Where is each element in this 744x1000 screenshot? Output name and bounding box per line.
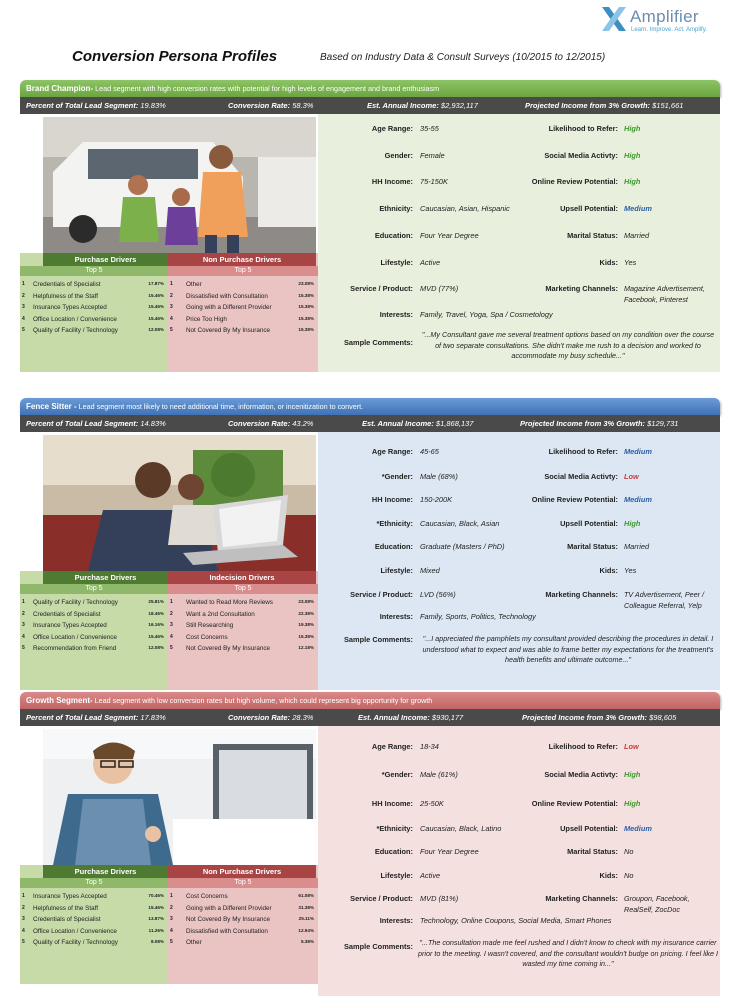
lifestyle-value: Mixed — [420, 566, 440, 575]
stat-projected: Projected Income from 3% Growth: $151,661 — [525, 101, 684, 110]
purchase-top5-label: Top 5 — [20, 584, 168, 594]
hh-income-value: 25-50K — [420, 799, 444, 808]
list-item: 4 Cost Concerns 15.38% — [170, 633, 314, 641]
social-value: Low — [624, 472, 639, 481]
non-purchase-drivers-list — [168, 893, 318, 951]
list-item: 1 Insurance Types Accepted 70.46% — [22, 893, 164, 900]
sample-comment: "...The consultation made me feel rushed and I didn't know to check with my insurance carrier prior to the meeting. I wasn't covered, and the consultant wouldn't budge on pricing. I feel like I wasted my time coming in..." — [418, 938, 719, 968]
lifestyle-label: Lifestyle: — [380, 258, 413, 267]
list-item: 1 Other 23.08% — [170, 281, 314, 288]
review-label: Online Review Potential: — [531, 495, 618, 504]
interests-label: Interests: — [379, 916, 413, 925]
marital-label: Marital Status: — [567, 847, 618, 856]
marital-value: Married — [624, 542, 650, 551]
hh-income-label: HH Income: — [371, 177, 413, 186]
purchase-top5-label: Top 5 — [20, 878, 168, 888]
stat-conversion: Conversion Rate: 43.2% — [228, 419, 314, 428]
upsell-value: High — [624, 519, 641, 528]
ethnicity-label: *Ethnicity: — [376, 519, 413, 528]
persona-name: Fence Sitter - — [26, 402, 77, 411]
amplifier-logo — [600, 5, 740, 39]
list-item: 2 Credentials of Specialist 18.46% — [22, 610, 164, 618]
kids-label: Kids: — [599, 258, 618, 267]
social-label: Social Media Activty: — [544, 151, 618, 160]
list-item: 5 Quality of Facility / Technology 12.08% — [22, 327, 164, 334]
marital-label: Marital Status: — [567, 542, 618, 551]
upsell-value: Medium — [624, 204, 652, 213]
upsell-label: Upsell Potential: — [560, 204, 618, 213]
list-item: 4 Price Too High 15.38% — [170, 315, 314, 323]
list-item: 3 Insurance Types Accepted 15.46% — [22, 304, 164, 311]
stat-pct-lead: Percent of Total Lead Segment: 19.83% — [26, 101, 166, 110]
lifestyle-value: Active — [420, 871, 441, 880]
age-label: Age Range: — [371, 447, 413, 456]
education-value: Four Year Degree — [420, 231, 479, 240]
persona-name: Growth Segment- — [26, 696, 93, 705]
hh-income-label: HH Income: — [371, 495, 413, 504]
persona-banner — [20, 692, 720, 709]
kids-label: Kids: — [599, 566, 618, 575]
persona-photo-young-man-computer — [43, 729, 316, 865]
stat-income: Est. Annual Income: $930,177 — [358, 713, 464, 722]
comments-label: Sample Comments: — [344, 635, 413, 644]
interests-label: Interests: — [379, 310, 413, 319]
list-item: 4 Office Location / Convenience 15.46% — [22, 315, 164, 323]
indecision-drivers-list — [168, 599, 318, 657]
age-label: Age Range: — [371, 742, 413, 751]
non-purchase-top5-label: Top 5 — [168, 266, 318, 276]
purchase-drivers-list — [20, 893, 168, 951]
marital-label: Marital Status: — [567, 231, 618, 240]
review-value: High — [624, 799, 641, 808]
lifestyle-value: Active — [420, 258, 441, 267]
ethnicity-label: *Ethnicity: — [376, 824, 413, 833]
marital-value: Married — [624, 231, 650, 240]
non-purchase-drivers-header: Non Purchase Drivers — [168, 253, 316, 266]
age-value: 35-55 — [420, 124, 439, 133]
service-value: MVD (81%) — [420, 894, 459, 903]
list-item: 3 Credentials of Specialist 13.87% — [22, 916, 164, 923]
refer-value: Medium — [624, 447, 652, 456]
stat-pct-lead: Percent of Total Lead Segment: 17.83% — [26, 713, 166, 722]
stat-income: Est. Annual Income: $2,932,117 — [367, 101, 478, 110]
review-value: High — [624, 177, 641, 186]
purchase-drivers-header: Purchase Drivers — [43, 571, 168, 584]
list-item: 2 Dissatisfied with Consultation 15.38% — [170, 292, 314, 300]
hh-income-label: HH Income: — [371, 799, 413, 808]
social-label: Social Media Activty: — [544, 472, 618, 481]
review-label: Online Review Potential: — [531, 177, 618, 186]
review-label: Online Review Potential: — [531, 799, 618, 808]
ethnicity-label: Ethnicity: — [379, 204, 413, 213]
persona-description: Lead segment with low conversion rates but high volume, which could represent big opportunity for growth — [92, 696, 433, 705]
social-value: High — [624, 770, 641, 779]
sample-comment: "...I appreciated the pamphlets my consultant provided describing the procedures in detail. I understood what to expect and was able to frame better my expectations for the treatment's health benefits and ultimate outcome..." — [422, 634, 714, 664]
stats-bar — [20, 97, 720, 114]
marketing-label: Marketing Channels: — [545, 590, 618, 599]
stat-conversion: Conversion Rate: 58.3% — [228, 101, 314, 110]
upsell-label: Upsell Potential: — [560, 519, 618, 528]
service-label: Service / Product: — [350, 590, 413, 599]
upsell-label: Upsell Potential: — [560, 824, 618, 833]
stat-pct-lead: Percent of Total Lead Segment: 14.83% — [26, 419, 166, 428]
persona-banner — [20, 398, 720, 415]
purchase-drivers-list — [20, 599, 168, 657]
hh-income-value: 75-150K — [420, 177, 448, 186]
non-purchase-top5-label: Top 5 — [168, 878, 318, 888]
persona-name: Brand Champion- — [26, 84, 94, 93]
kids-value: No — [624, 871, 634, 880]
list-item: 3 Still Researching 19.38% — [170, 622, 314, 629]
stat-projected: Projected Income from 3% Growth: $98,605 — [522, 713, 677, 722]
list-item: 5 Not Covered By My Insurance 15.38% — [170, 327, 314, 334]
list-item: 1 Quality of Facility / Technology 25.81% — [22, 599, 164, 606]
persona-info-panel — [318, 114, 720, 372]
education-value: Four Year Degree — [420, 847, 479, 856]
ethnicity-value: Caucasian, Black, Asian — [420, 519, 500, 528]
kids-value: Yes — [624, 566, 637, 575]
service-label: Service / Product: — [350, 894, 413, 903]
logo-tagline: Learn. Improve. Act. Amplify. — [631, 27, 707, 33]
interests-value: Technology, Online Coupons, Social Media, Smart Phones — [420, 916, 612, 925]
refer-value: Low — [624, 742, 639, 751]
refer-value: High — [624, 124, 641, 133]
stats-bar — [20, 709, 720, 726]
list-item: 5 Other 5.38% — [170, 939, 314, 946]
social-value: High — [624, 151, 641, 160]
service-label: Service / Product: — [350, 284, 413, 293]
logo-name: Amplifier — [630, 7, 699, 26]
hh-income-value: 150-200K — [420, 495, 453, 504]
upsell-value: Medium — [624, 824, 652, 833]
comments-label: Sample Comments: — [344, 338, 413, 347]
lifestyle-label: Lifestyle: — [380, 566, 413, 575]
kids-value: Yes — [624, 258, 637, 267]
list-item: 2 Want a 2nd Consultation 22.38% — [170, 610, 314, 618]
marketing-label: Marketing Channels: — [545, 894, 618, 903]
age-label: Age Range: — [371, 124, 413, 133]
interests-value: Family, Sports, Politics, Technology — [420, 612, 536, 621]
service-value: MVD (77%) — [420, 284, 459, 293]
age-value: 18-34 — [420, 742, 439, 751]
purchase-drivers-panel — [20, 253, 168, 372]
gender-label: *Gender: — [381, 472, 413, 481]
purchase-drivers-header: Purchase Drivers — [43, 865, 168, 878]
list-item: 5 Quality of Facility / Technology 8.08% — [22, 939, 164, 946]
list-item: 3 Not Covered By My Insurance 25.11% — [170, 916, 314, 923]
lifestyle-label: Lifestyle: — [380, 871, 413, 880]
indecision-drivers-panel — [168, 571, 318, 690]
service-value: LVD (56%) — [420, 590, 456, 599]
list-item: 1 Wanted to Read More Reviews 23.08% — [170, 599, 314, 606]
gender-value: Male (61%) — [420, 770, 458, 779]
list-item: 4 Office Location / Convenience 11.26% — [22, 927, 164, 935]
marketing-value: TV Advertisement, Peer / Colleague Referral, Yelp — [624, 590, 705, 610]
sample-comment: "...My Consultant gave me several treatment options based on my condition over the course of two separate consultations. She didn't make me rush to a decision and worked to accommodate my busy schedule..." — [421, 330, 715, 360]
indecision-drivers-header: Indecision Drivers — [168, 571, 316, 584]
list-item: 5 Not Covered By My Insurance 12.18% — [170, 645, 314, 652]
stat-projected: Projected Income from 3% Growth: $129,731 — [520, 419, 679, 428]
persona-photo-father-child-laptop — [43, 435, 316, 571]
list-item: 5 Recommendation from Friend 12.08% — [22, 645, 164, 652]
indecision-top5-label: Top 5 — [168, 584, 318, 594]
review-value: Medium — [624, 495, 652, 504]
persona-photo-mother-children — [43, 117, 316, 253]
refer-label: Likelihood to Refer: — [548, 742, 618, 751]
non-purchase-drivers-header: Non Purchase Drivers — [168, 865, 316, 878]
gender-value: Female — [420, 151, 445, 160]
persona-brand-champion — [20, 80, 720, 372]
persona-banner — [20, 80, 720, 97]
non-purchase-drivers-panel — [168, 253, 318, 372]
purchase-drivers-panel — [20, 571, 168, 690]
list-item: 3 Insurance Types Accepted 16.16% — [22, 622, 164, 629]
social-label: Social Media Activty: — [544, 770, 618, 779]
list-item: 1 Cost Concerns 61.08% — [170, 893, 314, 900]
amplifier-x-icon — [600, 5, 628, 33]
kids-label: Kids: — [599, 871, 618, 880]
education-label: Education: — [374, 231, 413, 240]
education-label: Education: — [374, 542, 413, 551]
list-item: 4 Office Location / Convenience 15.46% — [22, 633, 164, 641]
persona-info-panel — [318, 726, 720, 996]
non-purchase-drivers-list — [168, 281, 318, 339]
list-item: 1 Credentials of Specialist 17.87% — [22, 281, 164, 288]
age-value: 45-65 — [420, 447, 439, 456]
list-item: 2 Helpfulness of the Staff 15.46% — [22, 904, 164, 912]
stat-conversion: Conversion Rate: 28.3% — [228, 713, 314, 722]
refer-label: Likelihood to Refer: — [548, 447, 618, 456]
ethnicity-value: Caucasian, Asian, Hispanic — [420, 204, 510, 213]
stat-income: Est. Annual Income: $1,868,137 — [362, 419, 474, 428]
non-purchase-drivers-panel — [168, 865, 318, 984]
list-item: 2 Helpfulness of the Staff 15.46% — [22, 292, 164, 300]
persona-info-panel — [318, 432, 720, 690]
list-item: 3 Going with a Different Provider 15.38% — [170, 304, 314, 311]
purchase-drivers-header: Purchase Drivers — [43, 253, 168, 266]
persona-fence-sitter — [20, 398, 720, 690]
interests-label: Interests: — [379, 612, 413, 621]
list-item: 2 Going with a Different Provider 31.38% — [170, 904, 314, 912]
purchase-drivers-panel — [20, 865, 168, 984]
gender-value: Male (68%) — [420, 472, 458, 481]
persona-growth-segment — [20, 692, 720, 996]
marketing-value: Groupon, Facebook, RealSelf, ZocDoc — [624, 894, 690, 914]
gender-label: Gender: — [384, 151, 413, 160]
marketing-label: Marketing Channels: — [545, 284, 618, 293]
purchase-drivers-list — [20, 281, 168, 339]
purchase-top5-label: Top 5 — [20, 266, 168, 276]
stats-bar — [20, 415, 720, 432]
marketing-value: Magazine Advertisement, Facebook, Pinterest — [624, 284, 705, 304]
refer-label: Likelihood to Refer: — [548, 124, 618, 133]
marital-value: No — [624, 847, 634, 856]
list-item: 4 Dissatisfied with Consultation 12.94% — [170, 927, 314, 935]
persona-description: Lead segment most likely to need additional time, information, or incenitization to convert. — [76, 402, 364, 411]
gender-label: *Gender: — [381, 770, 413, 779]
page-title: Conversion Persona Profiles — [72, 48, 278, 65]
interests-value: Family, Travel, Yoga, Spa / Cosmetology — [420, 310, 553, 319]
persona-description: Lead segment with high conversion rates with potential for high levels of engagement and brand enthusiasm — [93, 84, 440, 93]
education-label: Education: — [374, 847, 413, 856]
ethnicity-value: Caucasian, Black, Latino — [420, 824, 502, 833]
comments-label: Sample Comments: — [344, 942, 413, 951]
education-value: Graduate (Masters / PhD) — [420, 542, 505, 551]
page-subtitle: Based on Industry Data & Consult Surveys (10/2015 to 12/2015) — [320, 52, 606, 63]
